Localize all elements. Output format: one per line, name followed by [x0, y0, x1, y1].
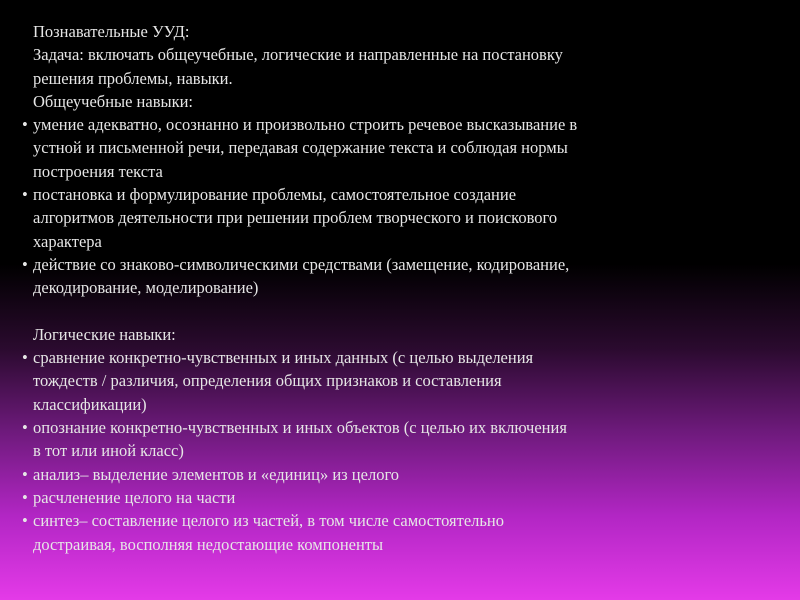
bullet-icon: •: [22, 348, 28, 368]
list-item: [22, 463, 722, 486]
list-item-text: действие со знаково-символическими средствами (замещение, кодирование,: [33, 254, 570, 274]
section-spacer: [22, 300, 722, 323]
general-skills-list: [22, 113, 722, 299]
list-item-continuation: декодирование, моделирование): [33, 278, 259, 298]
list-item-continuation: достраивая, восполняя недостающие компоненты: [33, 534, 384, 554]
list-item-text: умение адекватно, осознанно и произвольно строить речевое высказывание в: [33, 115, 578, 135]
list-item-continuation: в тот или иной класс): [33, 441, 184, 461]
task-line-1: Задача: включать общеучебные, логические и направленные на постановку: [33, 45, 563, 65]
list-item-continuation: построения текста: [33, 161, 163, 181]
slide-text: [22, 20, 722, 556]
bullet-icon: •: [22, 254, 28, 274]
list-item-continuation: классификации): [33, 394, 147, 414]
bullet-icon: •: [22, 511, 28, 531]
general-skills-heading: Общеучебные навыки:: [33, 91, 194, 111]
logical-skills-heading: Логические навыки:: [33, 324, 176, 344]
list-item-continuation: тождеств / различия, определения общих признаков и составления: [33, 371, 502, 391]
bullet-icon: •: [22, 418, 28, 438]
task-line-2: решения проблемы, навыки.: [33, 68, 233, 88]
bullet-icon: •: [22, 464, 28, 484]
list-item: [22, 253, 722, 300]
list-item: [22, 183, 722, 253]
list-item-continuation: устной и письменной речи, передавая содержание текста и соблюдая нормы: [33, 138, 568, 158]
list-item-text: постановка и формулирование проблемы, самостоятельное создание: [33, 185, 517, 205]
list-item-text: сравнение конкретно-чувственных и иных данных (с целью выделения: [33, 348, 534, 368]
bullet-icon: •: [22, 185, 28, 205]
list-item-text: расчленение целого на части: [33, 487, 236, 507]
list-item-text: опознание конкретно-чувственных и иных объектов (с целью их включения: [33, 418, 567, 438]
bullet-icon: •: [22, 487, 28, 507]
list-item-text: анализ– выделение элементов и «единиц» из целого: [33, 464, 400, 484]
bullet-icon: •: [22, 115, 28, 135]
list-item: [22, 509, 722, 556]
list-item: [22, 346, 722, 416]
slide-title: Познавательные УУД:: [33, 22, 190, 41]
list-item-continuation: алгоритмов деятельности при решении проблем творческого и поискового: [33, 208, 558, 228]
logical-skills-list: [22, 346, 722, 556]
list-item: [22, 416, 722, 463]
list-item-text: синтез– составление целого из частей, в том числе самостоятельно: [33, 511, 505, 531]
list-item-continuation: характера: [33, 231, 102, 251]
list-item: [22, 113, 722, 183]
list-item: [22, 486, 722, 509]
